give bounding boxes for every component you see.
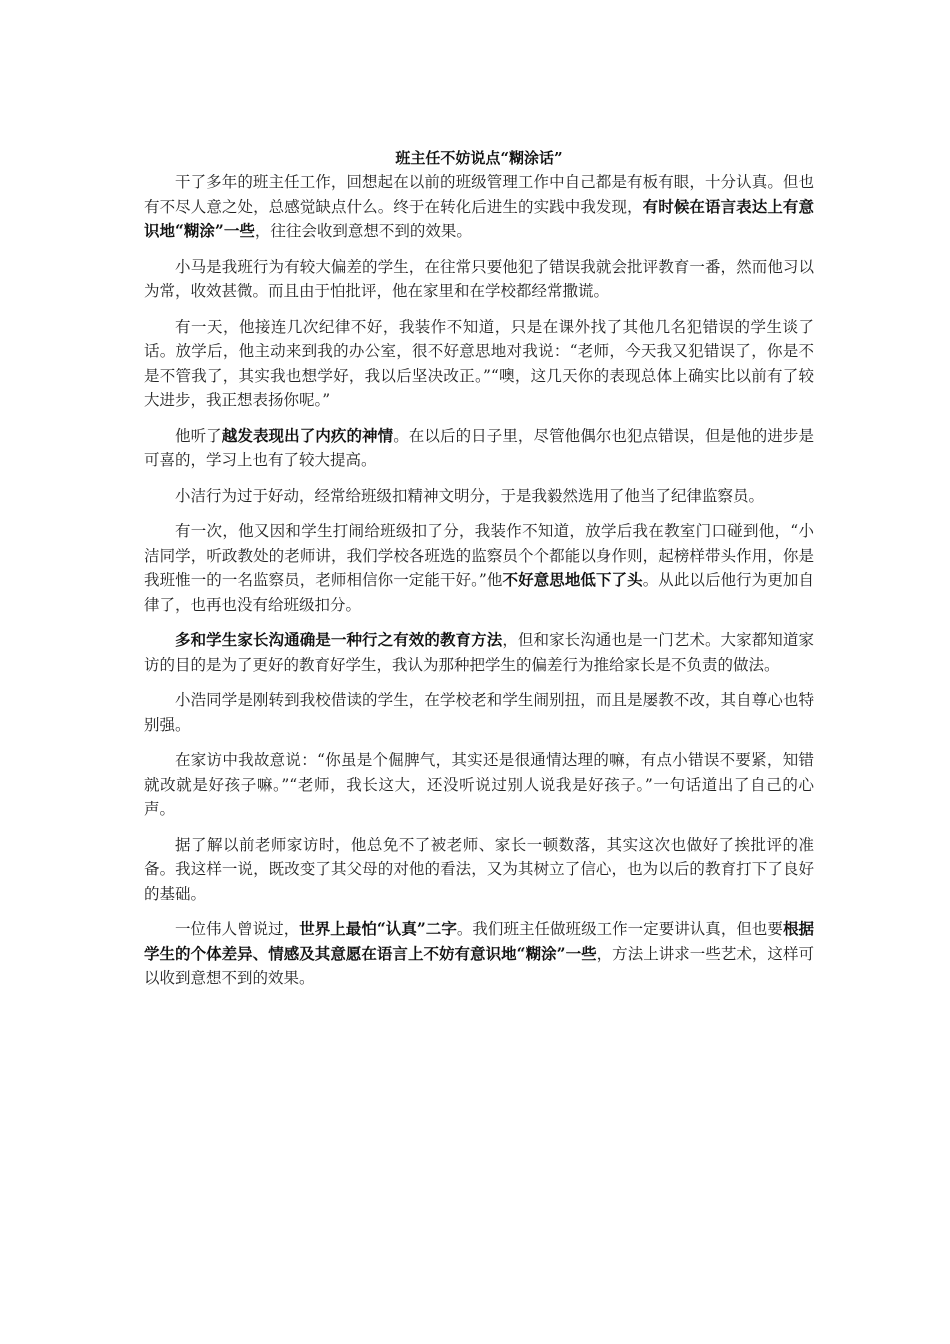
- paragraph-text: ，但和家长沟通也是一门艺术。大家都知道家访的目的是为了更好的教育好学生，我认为那种把学生的偏差行为推给家长是不负责的做法。: [144, 631, 814, 674]
- paragraph-text: ，往往会收到意想不到的效果。: [254, 222, 472, 240]
- document-body: [144, 170, 814, 991]
- emphasis-text: 多和学生家长沟通确是一种行之有效的教育方法: [175, 630, 503, 649]
- document-page: [144, 148, 814, 1002]
- paragraph-text: 小洁行为过于好动，经常给班级扣精神文明分，于是我毅然选用了他当了纪律监察员。: [175, 486, 765, 505]
- document-title: 班主任不妨说点“糊涂话”: [395, 149, 563, 167]
- paragraph-text: 小浩同学是刚转到我校借读的学生，在学校老和学生闹别扭，而且是屡教不改，其自尊心也特别强。: [144, 691, 814, 734]
- paragraph: [144, 748, 814, 822]
- paragraph: [144, 255, 814, 304]
- paragraph-text: 他听了: [175, 426, 222, 445]
- paragraph-text: 在家访中我故意说：“你虽是个倔脾气，其实还是很通情达理的嘛，有点小错误不要紧，知错就改就是好孩子嘛。”“老师，我长这大，还没听说过别人说我是好孩子。”一句话道出了自己的心声。: [144, 751, 814, 818]
- paragraph: [144, 170, 814, 244]
- paragraph: [144, 519, 814, 617]
- paragraph-text: 。从此以后他行为更加自律了，也再也没有给班级扣分。: [144, 571, 814, 614]
- paragraph-text: 干了多年的班主任工作，回想起在以前的班级管理工作中自己都是有板有眼，十分认真。但也有不尽人意之处，总感觉缺点什么。终于在转化后进生的实践中我发现，: [144, 173, 814, 216]
- paragraph: [144, 484, 814, 509]
- paragraph-text: 。我们班主任做班级工作一定要讲认真，但也要: [456, 920, 783, 938]
- paragraph: [144, 833, 814, 907]
- paragraph-text: 有一次，他又因和学生打闹给班级扣了分，我装作不知道，放学后我在教室门口碰到他，“小洁同学，听政教处的老师讲，我们学校各班选的监察员个个都能以身作则，起榜样带头作用，你是我班惟一的一名监察员，老师相信你一定能干好。”他: [144, 522, 814, 589]
- paragraph: [144, 628, 814, 677]
- paragraph: [144, 688, 814, 737]
- emphasis-text: 不好意思地低下了头: [502, 570, 643, 589]
- paragraph-text: 有一天，他接连几次纪律不好，我装作不知道，只是在课外找了其他几名犯错误的学生谈了话。放学后，他主动来到我的办公室，很不好意思地对我说：“老师，今天我又犯错误了，你是不是不管我了，其实我也想学好，我以后坚决改正。”“噢，这几天你的表现总体上确实比以前有了较大进步，我正想表扬你呢。”: [144, 317, 814, 409]
- emphasis-text: 世界上最怕“认真”二字: [299, 919, 457, 938]
- emphasis-text: 根据学生的个体差异、情感及其意愿在语言上不妨有意识地“糊涂”一些: [144, 919, 814, 963]
- emphasis-text: 有时候在语言表达上有意识地“糊涂”一些: [144, 196, 814, 240]
- paragraph-text: 小马是我班行为有较大偏差的学生，在往常只要他犯了错误我就会批评教育一番，然而他习以为常，收效甚微。而且由于怕批评，他在家里和在学校都经常撒谎。: [144, 257, 814, 300]
- emphasis-text: 越发表现出了内疚的神情: [221, 425, 394, 445]
- paragraph: [144, 424, 814, 473]
- paragraph-text: ，方法上讲求一些艺术，这样可以收到意想不到的效果。: [144, 944, 814, 987]
- paragraph-text: 一位伟人曾说过，: [175, 920, 300, 938]
- paragraph: [144, 315, 814, 413]
- paragraph-text: 。在以后的日子里，尽管他偶尔也犯点错误，但是他的进步是可喜的，学习上也有了较大提高。: [144, 426, 814, 469]
- paragraph-text: 据了解以前老师家访时，他总免不了被老师、家长一顿数落，其实这次也做好了挨批评的准备。我这样一说，既改变了其父母的对他的看法，又为其树立了信心，也为以后的教育打下了良好的基础。: [144, 835, 814, 903]
- paragraph: [144, 917, 814, 991]
